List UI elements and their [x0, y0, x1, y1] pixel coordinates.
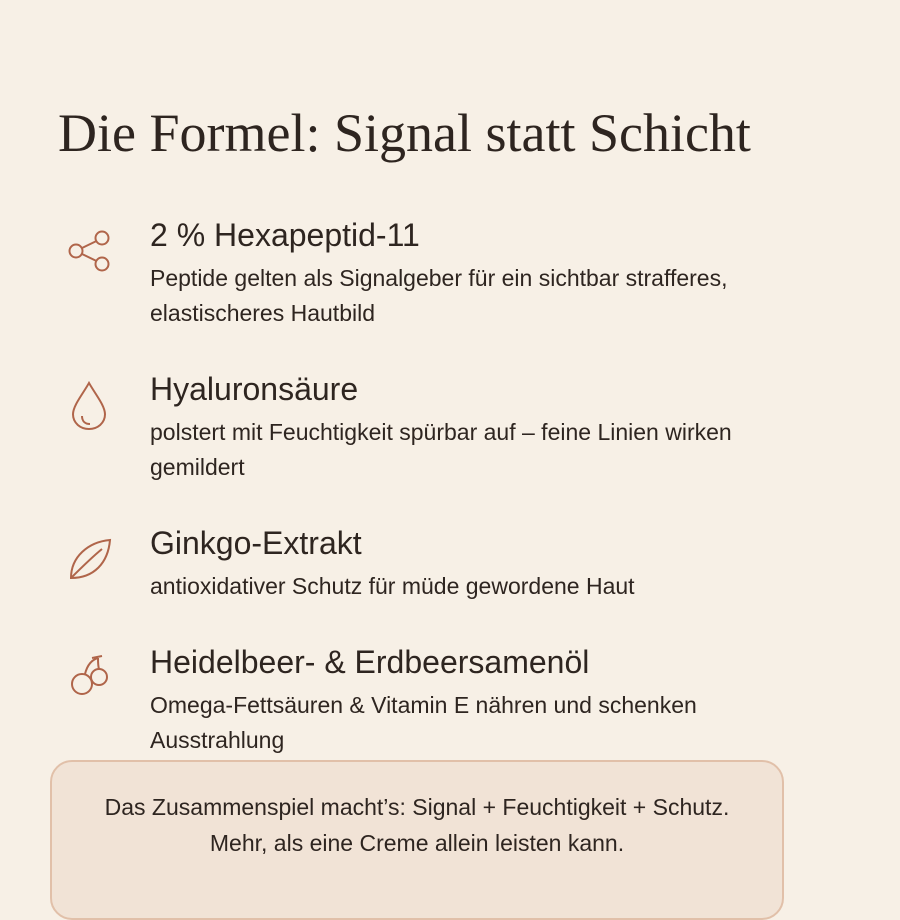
- page-title: Die Formel: Signal statt Schicht: [58, 103, 751, 163]
- ingredient-name: Hyaluronsäure: [150, 371, 359, 407]
- water-drop-icon: [64, 381, 114, 431]
- share-nodes-icon: [64, 227, 114, 277]
- leaf-icon: [64, 535, 114, 585]
- summary-callout: [50, 760, 784, 920]
- ingredient-name: Ginkgo-Extrakt: [150, 525, 362, 561]
- callout-line-2: Mehr, als eine Creme allein leisten kann.: [209, 830, 625, 856]
- ingredient-name: Heidelbeer- & Erdbeersamenöl: [150, 644, 590, 680]
- callout-text: [92, 789, 742, 861]
- callout-line-1: Das Zusammenspiel macht’s: Signal + Feuchtigkeit + Schutz.: [104, 794, 730, 820]
- ingredient-description: antioxidativer Schutz für müde gewordene Haut: [150, 573, 635, 599]
- ingredient-description: polstert mit Feuchtigkeit spürbar auf – feine Linien wirken gemildert: [150, 419, 732, 480]
- ingredient-name: 2 % Hexapeptid-11: [150, 217, 420, 253]
- berries-icon: [64, 654, 114, 704]
- ingredient-description: Omega-Fettsäuren & Vitamin E nähren und schenken Ausstrahlung: [150, 692, 697, 753]
- ingredient-description: Peptide gelten als Signalgeber für ein sichtbar strafferes, elastischeres Hautbild: [150, 265, 728, 326]
